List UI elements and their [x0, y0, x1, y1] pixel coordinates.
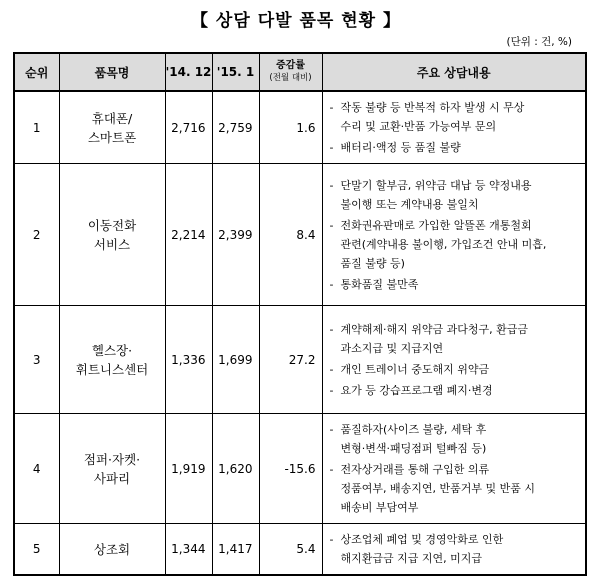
header-change	[259, 53, 322, 91]
cell-item-name	[59, 414, 165, 524]
cell-rank: 1	[14, 91, 59, 164]
item-name-line: 서비스	[93, 236, 131, 252]
content-line: - 품질하자(사이즈 불량, 세탁 후	[340, 423, 487, 436]
content-item	[329, 420, 582, 458]
cell-change: 5.4	[259, 524, 322, 576]
cell-jan15: 1,620	[212, 414, 259, 524]
content-line: 배송비 부담여부	[340, 501, 419, 514]
cell-dec14: 1,919	[165, 414, 212, 524]
content-line: - 계약해제·해지 위약금 과다청구, 환급금	[340, 322, 528, 336]
content-line: - 요가 등 강습프로그램 폐지·변경	[340, 383, 493, 397]
content-list	[329, 420, 582, 517]
content-list	[329, 320, 582, 400]
content-item	[329, 320, 582, 358]
cell-change: 1.6	[259, 91, 322, 164]
header-item: 품목명	[59, 53, 165, 91]
table-row	[14, 306, 586, 414]
content-line: 정품여부, 배송지연, 반품거부 및 반품 시	[340, 482, 535, 495]
cell-jan15: 2,399	[212, 164, 259, 306]
content-line: - 배터리·액정 등 품질 불량	[340, 141, 461, 154]
item-name-line: 휴대폰/	[91, 110, 133, 126]
cell-content	[322, 91, 586, 164]
table-row	[14, 91, 586, 164]
cell-jan15: 2,759	[212, 91, 259, 164]
cell-content	[322, 414, 586, 524]
content-line: 관련(계약내용 불이행, 가입조건 안내 미흡,	[340, 237, 547, 251]
cell-item-name	[59, 91, 165, 164]
content-item	[329, 98, 582, 136]
content-line: - 작동 불량 등 반복적 하자 발생 시 무상	[340, 101, 525, 114]
content-line: 수리 및 교환·반품 가능여부 문의	[340, 120, 497, 133]
header-rank: 순위	[14, 53, 59, 91]
content-item	[329, 138, 582, 157]
cell-rank: 5	[14, 524, 59, 576]
cell-item-name	[59, 164, 165, 306]
item-name-line: 상조회	[93, 541, 131, 557]
table-row	[14, 524, 586, 576]
header-dec14: '14. 12	[165, 53, 212, 91]
cell-jan15: 1,417	[212, 524, 259, 576]
cell-rank: 2	[14, 164, 59, 306]
content-list	[329, 530, 582, 568]
cell-dec14: 1,344	[165, 524, 212, 576]
page-title: 【 상담 다발 품목 현황 】	[191, 11, 401, 31]
item-name-line: 휘트니스센터	[75, 361, 149, 377]
content-list	[329, 176, 582, 294]
item-name-line: 이동전화	[87, 217, 137, 233]
cell-item-name	[59, 524, 165, 576]
cell-change: 27.2	[259, 306, 322, 414]
table-header-row	[14, 53, 586, 91]
item-name-line: 사파리	[93, 470, 131, 486]
content-line: - 통화품질 불만족	[340, 277, 419, 291]
table-row	[14, 414, 586, 524]
content-line: - 상조업체 폐업 및 경영악화로 인한	[340, 533, 504, 546]
item-name-line: 헬스장·	[91, 342, 133, 358]
consultation-table	[13, 52, 587, 576]
content-item	[329, 460, 582, 517]
cell-dec14: 2,214	[165, 164, 212, 306]
content-item	[329, 360, 582, 379]
cell-content	[322, 306, 586, 414]
item-name-line: 점퍼·자켓·	[83, 451, 141, 467]
cell-rank: 4	[14, 414, 59, 524]
content-line: 품질 불량 등)	[340, 256, 405, 270]
table-row	[14, 164, 586, 306]
content-line: 해지환급금 지급 지연, 미지급	[340, 552, 482, 565]
table-body	[14, 91, 586, 575]
cell-rank: 3	[14, 306, 59, 414]
header-content: 주요 상담내용	[322, 53, 586, 91]
header-jan15: '15. 1	[212, 53, 259, 91]
cell-dec14: 1,336	[165, 306, 212, 414]
cell-content	[322, 524, 586, 576]
content-line: 변형·변색·패딩점퍼 털빠짐 등)	[340, 442, 487, 455]
content-item	[329, 176, 582, 214]
item-name-line: 스마트폰	[87, 129, 137, 145]
content-line: - 단말기 할부금, 위약금 대납 등 약정내용	[340, 178, 532, 192]
header-change-label: 증감률	[276, 60, 305, 71]
content-line: - 전자상거래를 통해 구입한 의류	[340, 463, 490, 476]
cell-item-name	[59, 306, 165, 414]
cell-dec14: 2,716	[165, 91, 212, 164]
content-line: 불이행 또는 계약내용 불일치	[340, 197, 479, 211]
cell-jan15: 1,699	[212, 306, 259, 414]
content-line: - 개인 트레이너 중도해지 위약금	[340, 362, 490, 376]
cell-content	[322, 164, 586, 306]
cell-change: -15.6	[259, 414, 322, 524]
cell-change: 8.4	[259, 164, 322, 306]
content-item	[329, 275, 582, 294]
unit-label: (단위 : 건, %)	[506, 36, 572, 48]
content-list	[329, 98, 582, 157]
content-line: 과소지급 및 지급지연	[340, 341, 444, 355]
content-line: - 전화권유판매로 가입한 알뜰폰 개통철회	[340, 218, 532, 232]
content-item	[329, 530, 582, 568]
content-item	[329, 216, 582, 273]
header-change-sub: (전월 대비)	[269, 73, 312, 83]
content-item	[329, 381, 582, 400]
